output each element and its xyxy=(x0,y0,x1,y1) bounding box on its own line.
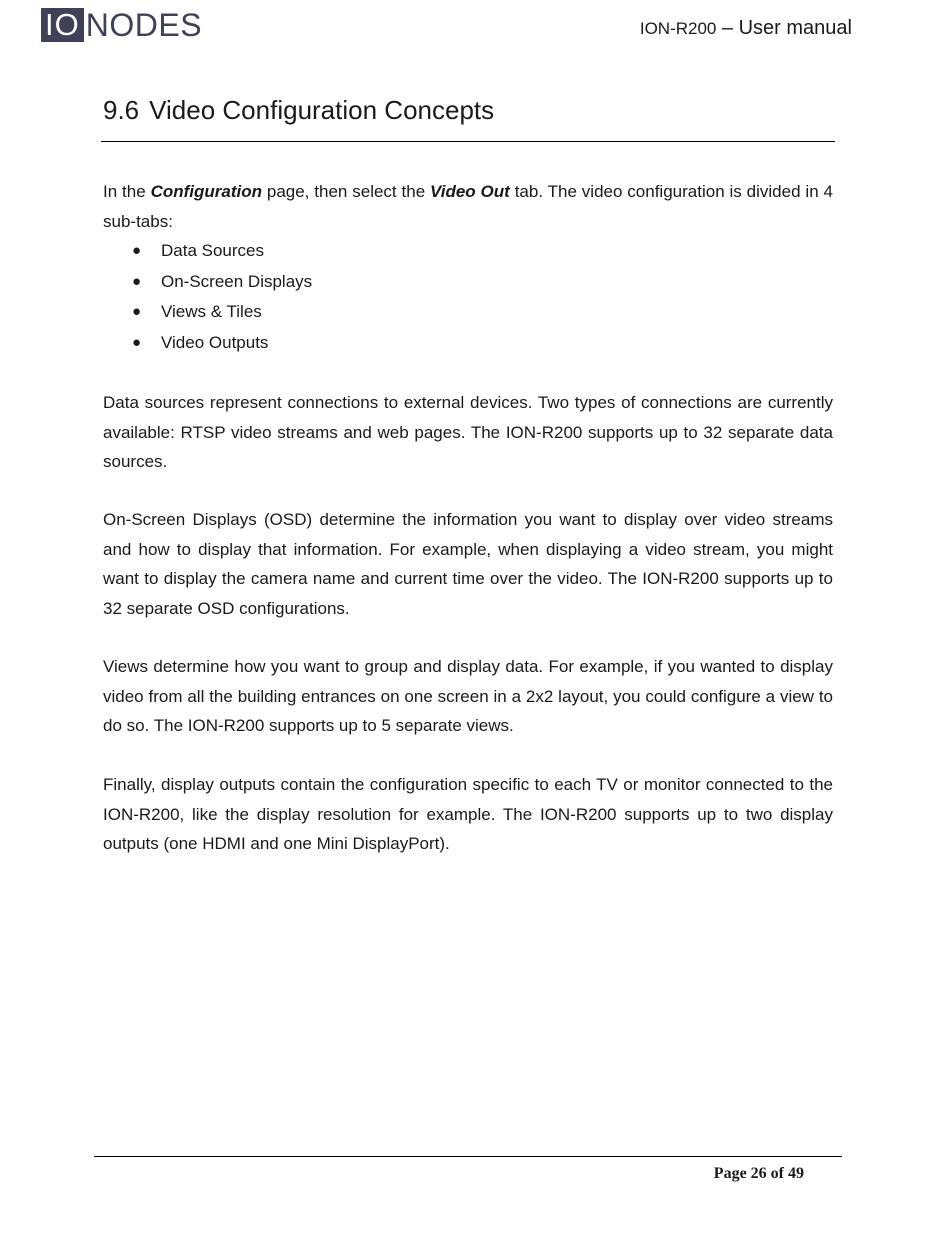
list-item-label: Data Sources xyxy=(161,241,264,260)
configuration-page-term: Configuration xyxy=(150,182,262,201)
page-number: Page 26 of 49 xyxy=(713,1165,804,1182)
osd-paragraph: On-Screen Displays (OSD) determine the information you want to display over video streams and how to display that information. For example, when displaying a video stream, you might want to display the camera name and current time over the video. The ION-R200 supports up to 32 separate OSD configurations. xyxy=(103,510,833,618)
bullet-icon: ● xyxy=(132,242,142,259)
video-out-tab-term: Video Out xyxy=(430,182,510,201)
header-model: ION-R200 xyxy=(639,19,717,38)
outputs-paragraph: Finally, display outputs contain the configuration specific to each TV or monitor connected to the ION-R200, like the display resolution for example. The ION-R200 supports up to two display outputs (one HDMI and one Mini DisplayPort). xyxy=(103,775,833,853)
intro-text-3: tab. The video configuration is divided in 4 sub-tabs: xyxy=(103,182,833,231)
intro-text-2: page, then select the xyxy=(261,182,431,201)
header-manual-label: – User manual xyxy=(716,17,852,39)
section-title: Video Configuration Concepts xyxy=(149,95,495,125)
document-header-title xyxy=(640,17,852,40)
logo-nodes-text: NODES xyxy=(85,7,203,43)
views-paragraph: Views determine how you want to group and display data. For example, if you wanted to display video from all the building entrances on one screen in a 2x2 layout, you could configure a view to do so. The ION-R200 supports up to 5 separate views. xyxy=(103,657,833,735)
section-heading xyxy=(103,94,494,126)
sub-tabs-list xyxy=(103,236,312,358)
logo-io-box: IO xyxy=(41,8,84,42)
intro-text-1: In the xyxy=(103,182,151,201)
footer-divider xyxy=(94,1156,842,1157)
bullet-icon: ● xyxy=(132,333,142,351)
section-number: 9.6 xyxy=(103,95,140,125)
list-item-label: Video Outputs xyxy=(161,332,269,352)
ionodes-logo xyxy=(41,8,202,42)
list-item xyxy=(103,267,312,298)
list-item xyxy=(103,328,312,359)
list-item xyxy=(103,236,312,267)
bullet-icon: ● xyxy=(132,303,142,320)
list-item-label: Views & Tiles xyxy=(161,302,262,321)
list-item xyxy=(103,297,312,328)
heading-divider xyxy=(101,141,835,142)
list-item-label: On-Screen Displays xyxy=(161,271,313,291)
bullet-icon: ● xyxy=(132,272,142,290)
data-sources-paragraph: Data sources represent connections to external devices. Two types of connections are currently available: RTSP video streams and web pages. The ION-R200 supports up to 32 separate data sources. xyxy=(103,393,833,471)
intro-paragraph xyxy=(103,177,833,236)
